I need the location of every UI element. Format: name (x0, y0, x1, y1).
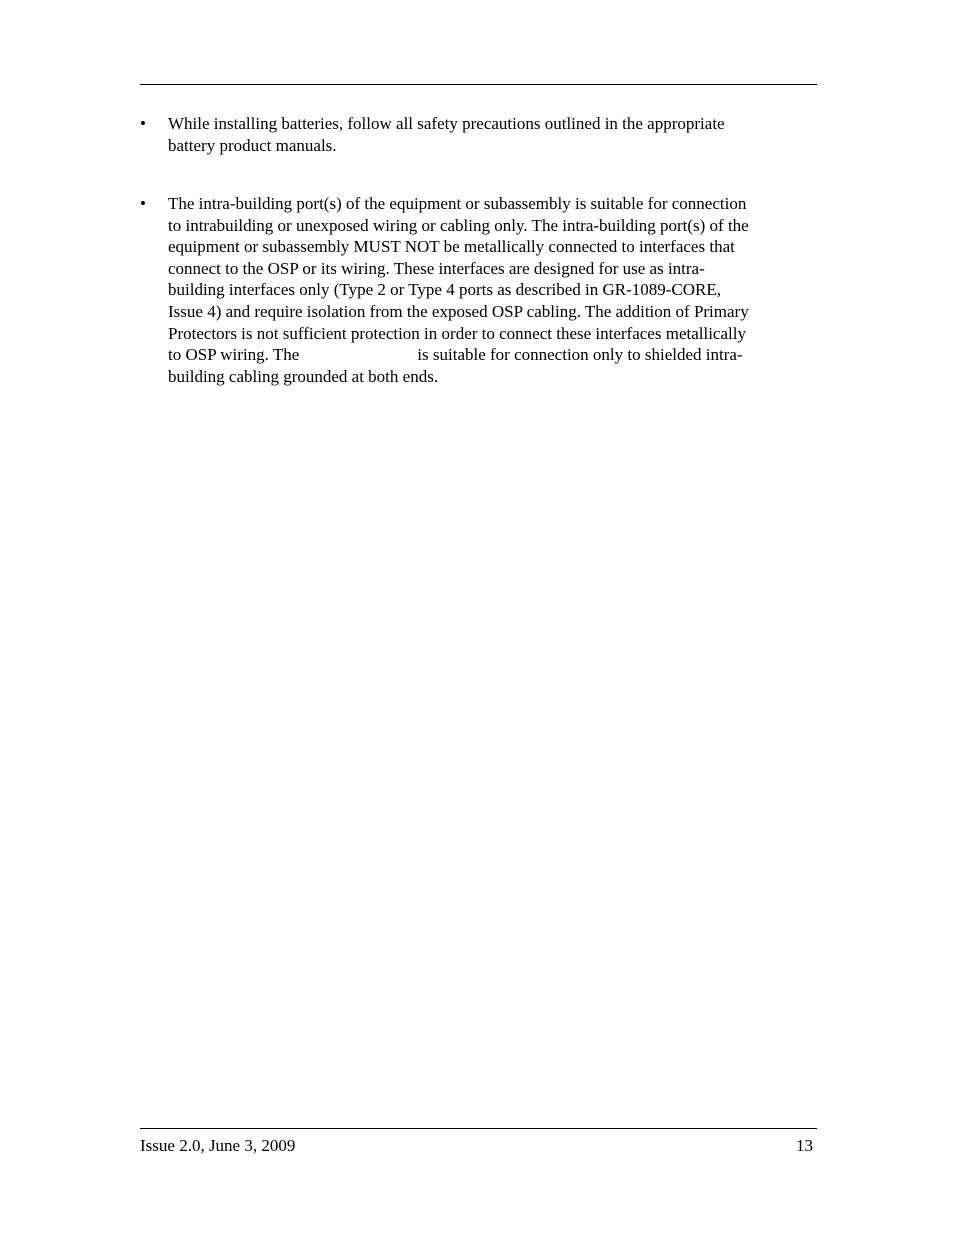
bullet-item-intra-building-ports (140, 193, 817, 387)
header-rule (140, 84, 817, 85)
text-line: While installing batteries, follow all safety precautions outlined in the appropriate (168, 114, 725, 133)
page-number: 13 (796, 1136, 813, 1155)
bullet-text (168, 193, 813, 387)
bullet-item-battery-safety (140, 113, 817, 156)
text-line-split (168, 344, 813, 366)
text-line: battery product manuals. (168, 135, 337, 155)
bullet-text (168, 113, 813, 156)
text-line: Issue 4) and require isolation from the exposed OSP cabling. The addition of Primary (168, 301, 749, 321)
text-line: equipment or subassembly MUST NOT be metallically connected to interfaces that (168, 237, 735, 257)
footer-issue-date: Issue 2.0, June 3, 2009 (140, 1136, 296, 1155)
text-fragment: is suitable for connection only to shielded intra- (417, 345, 743, 365)
text-line: Protectors is not sufficient protection in order to connect these interfaces metallically (168, 323, 746, 343)
text-line: building cabling grounded at both ends. (168, 366, 439, 386)
bullet-icon: • (140, 194, 146, 213)
bullet-icon: • (140, 114, 146, 133)
text-line: building interfaces only (Type 2 or Type 4 ports as described in GR-1089-CORE, (168, 280, 722, 300)
text-fragment: to OSP wiring. The (168, 345, 300, 365)
footer-rule (140, 1128, 817, 1129)
text-line: to intrabuilding or unexposed wiring or cabling only. The intra-building port(s) of the (168, 215, 749, 235)
text-line: The intra-building port(s) of the equipment or subassembly is suitable for connection (168, 194, 747, 213)
text-line: connect to the OSP or its wiring. These interfaces are designed for use as intra- (168, 258, 705, 278)
